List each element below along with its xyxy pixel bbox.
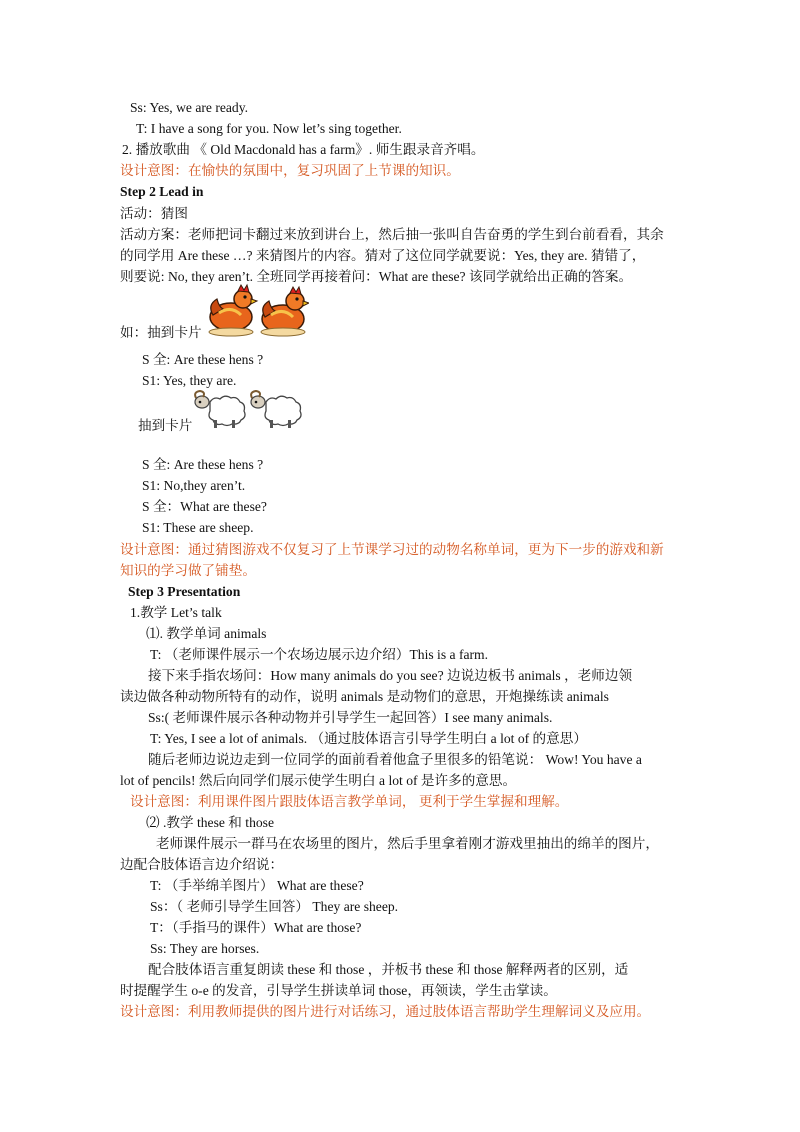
design-intent-note: 设计意图：利用教师提供的图片进行对话练习，通过肢体语言帮助学生理解词义及应用。 <box>120 1004 651 1019</box>
text-line: lot of pencils! 然后向同学们展示使学生明白 a lot of 是许多的意思。 <box>120 773 517 788</box>
text-line: 2. 播放歌曲 《 Old Macdonald has a farm》. 师生跟录音齐唱。 <box>122 142 485 157</box>
dialogue-line: S1: Yes, they are. <box>142 373 237 388</box>
text-line: 活动方案：老师把词卡翻过来放到讲台上，然后抽一张叫自告奋勇的学生到台前看看，其余 <box>120 227 664 242</box>
section-heading: Step 2 Lead in <box>120 184 204 199</box>
text-line: 读边做各种动物所特有的动作，说明 animals 是动物们的意思，开炮操练读 animals <box>120 689 609 704</box>
text-line: T: I have a song for you. Now let’s sing together. <box>136 121 402 136</box>
dialogue-line: S 全：What are these? <box>142 499 267 514</box>
dialogue-line: S 全: Are these hens ? <box>142 352 264 367</box>
text-line: 如：抽到卡片 <box>120 325 202 340</box>
dialogue-line: S1: No,they aren’t. <box>142 478 246 493</box>
text-line: 接下来手指农场问：How many animals do you see? 边说边板书 animals ，老师边领 <box>148 668 633 683</box>
text-line: ⑵ .教学 these 和 those <box>146 815 274 830</box>
text-line: 边配合肢体语言边介绍说： <box>120 857 284 872</box>
text-line: 配合肢体语言重复朗读 these 和 those ，并板书 these 和 those 解释两者的区别，适 <box>148 962 629 977</box>
dialogue-line: Ss: They are horses. <box>150 941 260 956</box>
section-heading: Step 3 Presentation <box>128 584 241 599</box>
text-line: Ss: Yes, we are ready. <box>130 100 249 115</box>
dialogue-line: T: （老师课件展示一个农场边展示边介绍）This is a farm. <box>150 647 489 662</box>
dialogue-line: S1: These are sheep. <box>142 520 254 535</box>
sheep-icon <box>195 391 245 428</box>
hens-card-image <box>205 283 309 337</box>
text-line: 的同学用 Are these …? 来猜图片的内容。猜对了这位同学就要说：Yes, they are. 猜错了， <box>120 248 646 263</box>
dialogue-line: T: （手举绵羊图片） What are these? <box>150 878 364 893</box>
text-line: 活动：猜图 <box>120 206 188 221</box>
design-intent-note: 设计意图：利用课件图片跟肢体语言教学单词， 更利于学生掌握和理解。 <box>130 794 569 809</box>
text-line: 老师课件展示一群马在农场里的图片，然后手里拿着刚才游戏里抽出的绵羊的图片， <box>156 836 659 851</box>
hen-icon <box>209 285 257 336</box>
sheep-icon <box>251 391 301 428</box>
dialogue-line: T: Yes, I see a lot of animals. （通过肢体语言引导学生明白 a lot of 的意思） <box>150 731 587 746</box>
text-line: 随后老师边说边走到一位同学的面前看着他盒子里很多的铅笔说： Wow! You have a <box>148 752 642 767</box>
hen-icon <box>261 287 309 336</box>
dialogue-line: S 全: Are these hens ? <box>142 457 264 472</box>
dialogue-line: T：（手指马的课件）What are those? <box>150 920 362 935</box>
text-line: 抽到卡片 <box>138 418 193 433</box>
sheep-card-image <box>192 390 304 430</box>
design-intent-note: 设计意图：通过猜图游戏不仅复习了上节课学习过的动物名称单词，更为下一步的游戏和新 <box>120 542 664 557</box>
design-intent-note: 设计意图：在愉快的氛围中，复习巩固了上节课的知识。 <box>120 163 460 178</box>
dialogue-line: Ss:( 老师课件展示各种动物并引导学生一起回答）I see many animals. <box>148 710 553 725</box>
dialogue-line: Ss：（ 老师引导学生回答） They are sheep. <box>150 899 399 914</box>
text-line: ⑴. 教学单词 animals <box>146 626 267 641</box>
text-line: 1.教学 Let’s talk <box>130 605 222 620</box>
text-line: 时提醒学生 o-e 的发音，引导学生拼读单词 those，再领读，学生击掌读。 <box>120 983 557 998</box>
design-intent-note: 知识的学习做了铺垫。 <box>120 563 256 578</box>
text-line: 则要说: No, they aren’t. 全班同学再接着问：What are these? 该同学就给出正确的答案。 <box>120 269 633 284</box>
